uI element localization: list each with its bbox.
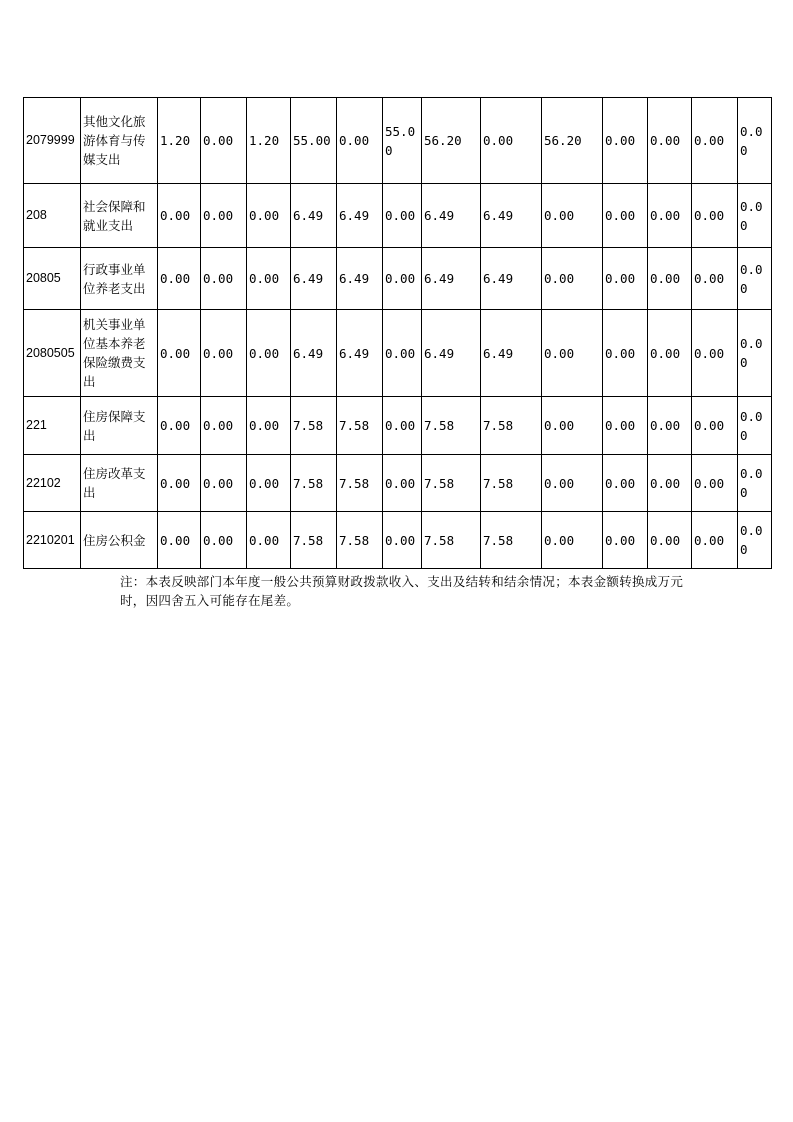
value-cell: 0.00 <box>648 310 692 397</box>
value-cell: 0.00 <box>158 310 201 397</box>
row-name: 社会保障和就业支出 <box>81 184 158 248</box>
value-cell: 7.58 <box>481 512 542 569</box>
value-cell: 0.00 <box>542 310 603 397</box>
value-cell: 1.20 <box>158 98 201 184</box>
value-cell: 6.49 <box>337 248 383 310</box>
table-row <box>24 397 772 455</box>
value-cell: 0.00 <box>603 248 648 310</box>
value-cell: 55.00 <box>383 98 422 184</box>
value-cell: 0.00 <box>692 397 738 455</box>
table-row <box>24 248 772 310</box>
value-cell: 0.00 <box>648 512 692 569</box>
value-cell: 0.00 <box>247 455 291 512</box>
value-cell: 0.00 <box>337 98 383 184</box>
row-name: 住房改革支出 <box>81 455 158 512</box>
value-cell: 7.58 <box>422 512 481 569</box>
value-cell: 7.58 <box>291 455 337 512</box>
value-cell: 0.00 <box>158 512 201 569</box>
value-cell: 0.00 <box>692 248 738 310</box>
value-cell: 0.00 <box>542 397 603 455</box>
table-row <box>24 184 772 248</box>
value-cell: 0.00 <box>648 397 692 455</box>
value-cell: 0.00 <box>158 455 201 512</box>
value-cell: 6.49 <box>422 248 481 310</box>
row-code: 2210201 <box>24 512 81 569</box>
value-cell: 0.00 <box>692 455 738 512</box>
value-cell: 0.00 <box>383 184 422 248</box>
value-cell: 6.49 <box>291 184 337 248</box>
row-code: 208 <box>24 184 81 248</box>
value-cell: 0.00 <box>542 455 603 512</box>
value-cell: 7.58 <box>337 512 383 569</box>
value-cell: 0.00 <box>738 512 772 569</box>
value-cell: 6.49 <box>291 248 337 310</box>
value-cell: 6.49 <box>481 310 542 397</box>
value-cell: 0.00 <box>383 455 422 512</box>
row-name: 机关事业单位基本养老保险缴费支出 <box>81 310 158 397</box>
row-code: 20805 <box>24 248 81 310</box>
row-code: 2079999 <box>24 98 81 184</box>
table-row <box>24 98 772 184</box>
value-cell: 56.20 <box>422 98 481 184</box>
value-cell: 56.20 <box>542 98 603 184</box>
value-cell: 7.58 <box>337 455 383 512</box>
value-cell: 0.00 <box>738 397 772 455</box>
value-cell: 0.00 <box>648 455 692 512</box>
value-cell: 0.00 <box>603 397 648 455</box>
value-cell: 6.49 <box>422 184 481 248</box>
value-cell: 7.58 <box>422 455 481 512</box>
table-row <box>24 455 772 512</box>
value-cell: 0.00 <box>603 512 648 569</box>
value-cell: 0.00 <box>648 98 692 184</box>
table-body <box>24 98 772 569</box>
value-cell: 0.00 <box>383 512 422 569</box>
value-cell: 0.00 <box>738 310 772 397</box>
table-row <box>24 310 772 397</box>
table-footnote: 注：本表反映部门本年度一般公共预算财政拨款收入、支出及结转和结余情况；本表金额转换成万元时，因四舍五入可能存在尾差。 <box>120 574 684 608</box>
row-name: 行政事业单位养老支出 <box>81 248 158 310</box>
value-cell: 0.00 <box>542 184 603 248</box>
value-cell: 7.58 <box>337 397 383 455</box>
value-cell: 7.58 <box>422 397 481 455</box>
row-name: 住房公积金 <box>81 512 158 569</box>
value-cell: 0.00 <box>603 310 648 397</box>
value-cell: 6.49 <box>481 184 542 248</box>
value-cell: 0.00 <box>692 184 738 248</box>
value-cell: 0.00 <box>201 98 247 184</box>
value-cell: 0.00 <box>158 248 201 310</box>
value-cell: 0.00 <box>247 512 291 569</box>
value-cell: 0.00 <box>383 397 422 455</box>
value-cell: 0.00 <box>201 397 247 455</box>
row-code: 22102 <box>24 455 81 512</box>
row-name: 住房保障支出 <box>81 397 158 455</box>
value-cell: 6.49 <box>337 310 383 397</box>
value-cell: 0.00 <box>648 248 692 310</box>
value-cell: 6.49 <box>291 310 337 397</box>
value-cell: 6.49 <box>481 248 542 310</box>
row-code: 221 <box>24 397 81 455</box>
value-cell: 0.00 <box>201 248 247 310</box>
value-cell: 7.58 <box>291 512 337 569</box>
value-cell: 0.00 <box>247 184 291 248</box>
value-cell: 0.00 <box>201 310 247 397</box>
value-cell: 0.00 <box>247 248 291 310</box>
value-cell: 0.00 <box>603 184 648 248</box>
value-cell: 0.00 <box>158 184 201 248</box>
value-cell: 0.00 <box>603 98 648 184</box>
row-name: 其他文化旅游体育与传媒支出 <box>81 98 158 184</box>
value-cell: 7.58 <box>481 455 542 512</box>
value-cell: 7.58 <box>481 397 542 455</box>
value-cell: 0.00 <box>738 98 772 184</box>
value-cell: 0.00 <box>383 310 422 397</box>
value-cell: 55.00 <box>291 98 337 184</box>
table-row <box>24 512 772 569</box>
value-cell: 0.00 <box>692 98 738 184</box>
value-cell: 0.00 <box>158 397 201 455</box>
value-cell: 1.20 <box>247 98 291 184</box>
value-cell: 0.00 <box>542 248 603 310</box>
value-cell: 0.00 <box>481 98 542 184</box>
value-cell: 7.58 <box>291 397 337 455</box>
value-cell: 0.00 <box>201 455 247 512</box>
row-code: 2080505 <box>24 310 81 397</box>
value-cell: 0.00 <box>648 184 692 248</box>
value-cell: 0.00 <box>692 512 738 569</box>
value-cell: 0.00 <box>201 512 247 569</box>
value-cell: 0.00 <box>692 310 738 397</box>
value-cell: 6.49 <box>337 184 383 248</box>
value-cell: 0.00 <box>738 455 772 512</box>
budget-table <box>23 97 772 569</box>
value-cell: 6.49 <box>422 310 481 397</box>
value-cell: 0.00 <box>383 248 422 310</box>
value-cell: 0.00 <box>738 248 772 310</box>
value-cell: 0.00 <box>247 397 291 455</box>
value-cell: 0.00 <box>603 455 648 512</box>
value-cell: 0.00 <box>738 184 772 248</box>
value-cell: 0.00 <box>247 310 291 397</box>
value-cell: 0.00 <box>201 184 247 248</box>
value-cell: 0.00 <box>542 512 603 569</box>
